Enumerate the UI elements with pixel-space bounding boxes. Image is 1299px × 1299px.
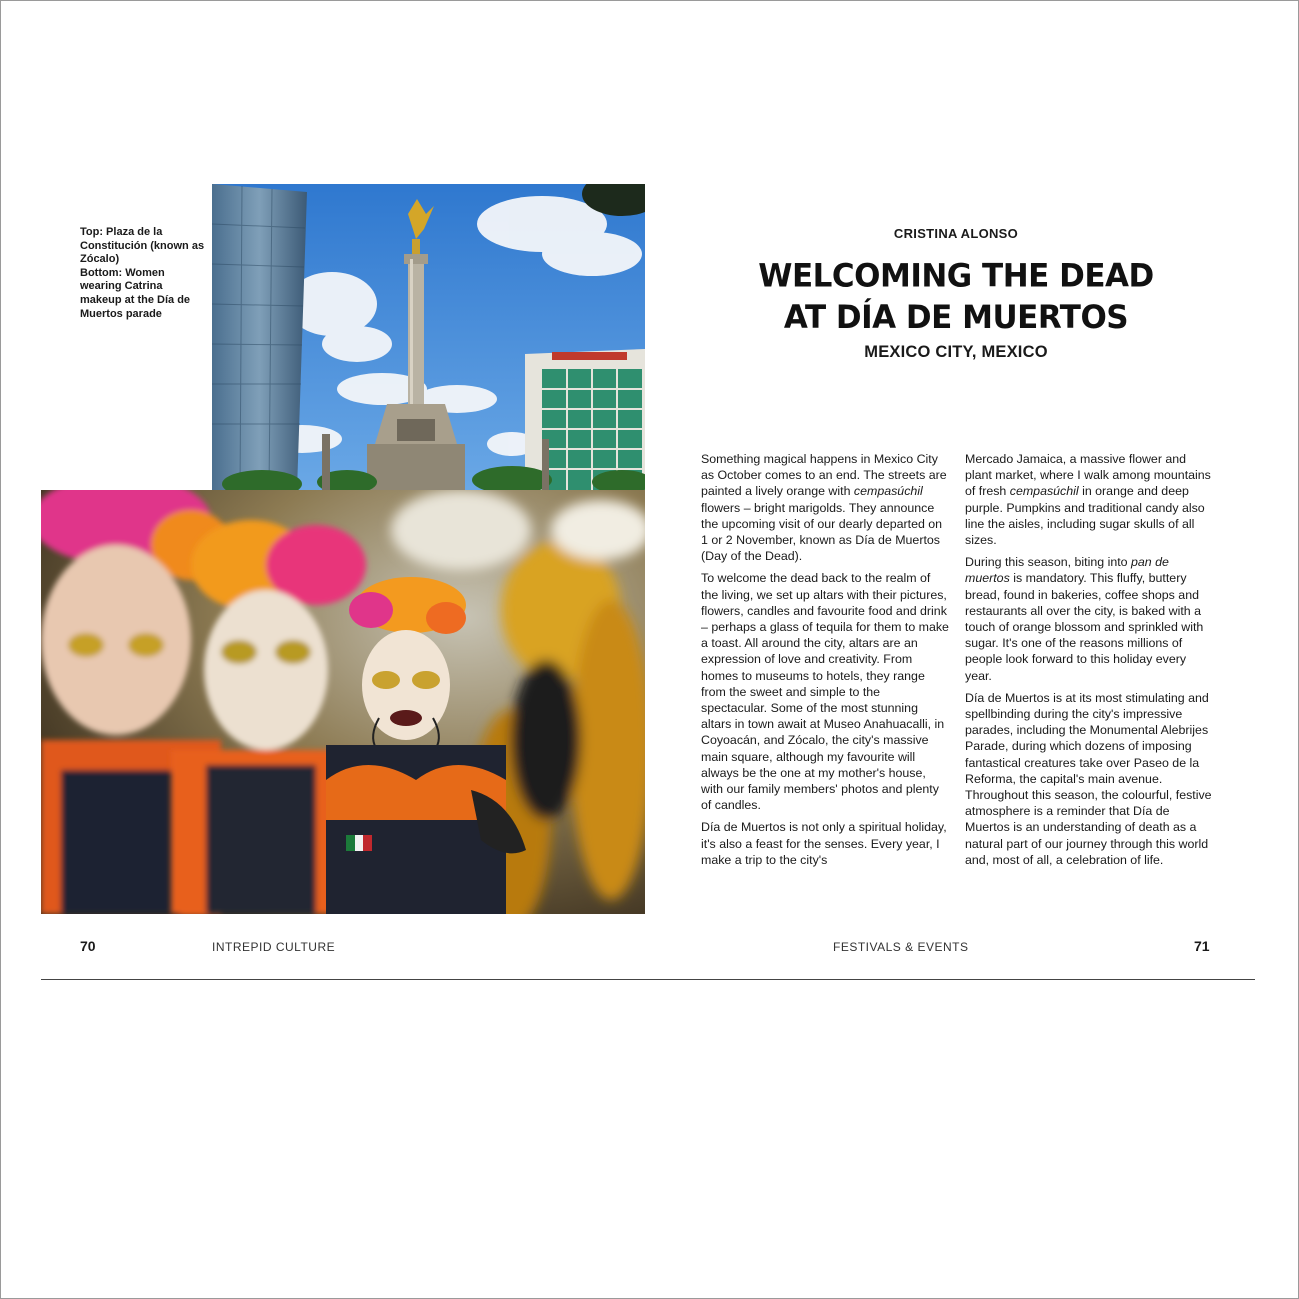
italic-term: cempasúchil	[1009, 484, 1079, 499]
caption-bottom: Bottom: Women wearing Catrina makeup at the Día de Muertos parade	[80, 266, 191, 320]
paragraph: Día de Muertos is not only a spiritual holiday, it's also a feast for the senses. Every year, I make a trip to the city's	[701, 820, 947, 867]
paragraph	[965, 554, 1213, 684]
article-author: CRISTINA ALONSO	[893, 226, 1019, 241]
photo-monument	[212, 184, 645, 490]
photo-catrina-parade	[41, 490, 645, 914]
text-span: is mandatory. This fluffy, buttery bread, found in bakeries, coffee shops and restaurants all over the city, is baked with a touch of orange blossom and sprinkled with sugar. It's one of the reasons millions of people look forward to this holiday every year.	[965, 571, 1204, 683]
paragraph: To welcome the dead back to the realm of the living, we set up altars with their pictures, flowers, candles and favourite food and drink – perhaps a glass of tequila for them to make a toast. All around the city, altars are an expression of love and creativity. From homes to museums to hotels, they range from the sweet and simple to the spectacular. Some of the most stunning altars in town await at Museo Anahuacalli, in Coyoacán, and Zócalo, the city's massive main square, although my favourite will always be the one at my mother's house, with our family members' photos and plenty of candles.	[701, 571, 949, 813]
text-span: flowers – bright marigolds. They announce the upcoming visit of our dearly departed on 1 or 2 November, known as Día de Muertos (Day of the Dead).	[701, 500, 943, 564]
running-head-left: INTREPID CULTURE	[212, 940, 336, 954]
article-location: MEXICO CITY, MEXICO	[864, 343, 1048, 361]
text-span: in orange and deep purple. Pumpkins and traditional candy also line the aisles, including sugar skulls of all sizes.	[965, 484, 1205, 548]
page-number-right: 71	[1194, 938, 1210, 954]
text-span: Something magical happens in Mexico City as October comes to an end. The streets are painted a lively orange with	[701, 452, 947, 499]
page-number-left: 70	[80, 938, 96, 954]
italic-term: pan de muertos	[965, 555, 1169, 586]
headline-line-2: AT DÍA DE MUERTOS	[783, 299, 1129, 337]
article-headline	[700, 255, 1212, 338]
paragraph	[701, 451, 949, 564]
caption-top: Top: Plaza de la Constitución (known as Zócalo)	[80, 226, 205, 266]
italic-term: cempasúchil	[853, 484, 923, 499]
text-span: During this season, biting into	[965, 555, 1131, 570]
headline-line-1: WELCOMING THE DEAD	[758, 257, 1154, 295]
paragraph	[965, 451, 1213, 548]
text-span: Mercado Jamaica, a massive flower and plant market, where I walk among mountains of fresh	[965, 452, 1211, 499]
photo-caption	[80, 226, 205, 321]
footer-rule	[41, 979, 1255, 980]
paragraph: Día de Muertos is at its most stimulating and spellbinding during the city's impressive parades, including the Monumental Alebrijes Parade, during which dozens of imposing fantastical creatures take over Paseo de la Reforma, the capital's main avenue. Throughout this season, the colourful, festive atmosphere is a reminder that Día de Muertos is an understanding of death as a natural part of our journey through this world and, most of all, a celebration of life.	[965, 690, 1212, 867]
body-column-left	[701, 451, 949, 874]
body-column-right	[965, 451, 1213, 874]
running-head-right: FESTIVALS & EVENTS	[833, 940, 969, 954]
